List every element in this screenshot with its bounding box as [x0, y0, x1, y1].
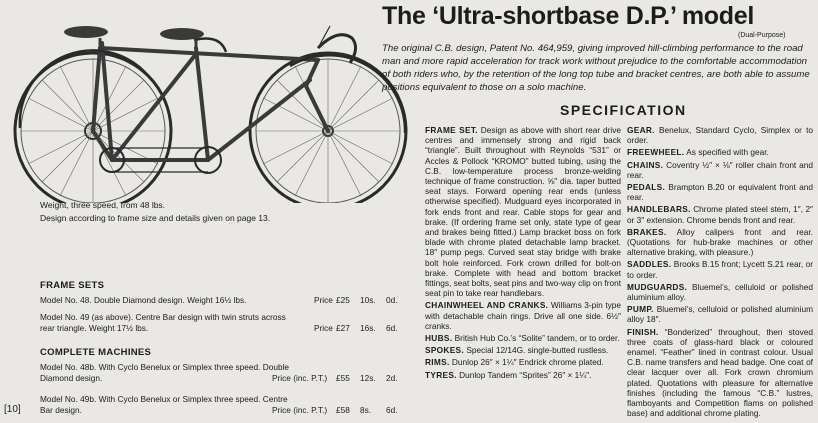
- price-pounds: £55: [336, 373, 350, 383]
- price-shillings: 16s.: [360, 323, 376, 333]
- spec-item: GEAR. Benelux, Standard Cyclo, Simplex or to order.: [627, 125, 813, 146]
- spec-item: MUDGUARDS. Bluemel’s, celluloid or polished aluminium alloy.: [627, 281, 813, 303]
- specification-heading: SPECIFICATION: [560, 102, 687, 118]
- complete-machines-heading: COMPLETE MACHINES: [40, 347, 152, 358]
- caption-weight: Weight, three speed, from 48 lbs.: [40, 200, 166, 210]
- spec-item: TYRES. Dunlop Tandem “Sprites” 26″ × 1¼″.: [425, 369, 592, 380]
- price-pounds: £58: [336, 405, 350, 415]
- spec-item: FINISH. “Bonderized” throughout, then stoved three coats of glass-hard black or coloured enamel. “Feather” lined in contrast colour. Usual C.B. name transfers and head badge. One coat of clear lacquer over all. Fork crown chromium plated. Quotations with pleasure for alternative finishes (including the famous “C.B.” lustres, flamboyants and Competition flams on polished base) and additional chrome plating.: [627, 326, 813, 419]
- price-row: Model No. 49b. With Cyclo Benelux or Simplex three speed. Centre Bar design.: [40, 394, 288, 415]
- price-shillings: 10s.: [360, 295, 376, 305]
- price-label: Price: [314, 295, 333, 305]
- page-number: [10]: [4, 404, 21, 415]
- tandem-bicycle-illustration: [0, 8, 420, 203]
- price-row: Model No. 48. Double Diamond design. Weight 16½ lbs.: [40, 295, 247, 305]
- spec-item: SADDLES. Brooks B.15 front; Lycett S.21 rear, or to order.: [627, 259, 813, 280]
- price-pence: 6d.: [386, 405, 398, 415]
- spec-column-right: [627, 125, 813, 420]
- page-title: The ‘Ultra-shortbase D.P.’ model: [382, 2, 754, 30]
- price-pence: 2d.: [386, 373, 398, 383]
- price-pence: 6d.: [386, 323, 398, 333]
- spec-item: BRAKES. Alloy calipers front and rear. (Quotations for hub-brake machines or other alternative braking, with pleasure.): [627, 226, 813, 258]
- frame-sets-heading: FRAME SETS: [40, 280, 105, 291]
- illustration-caption: [40, 200, 290, 226]
- intro-paragraph: The original C.B. design, Patent No. 464,959, giving improved hill-climbing performance to the road man and more rapid acceleration for track work without prejudice to the comfortable accommodation of both riders who, by the retention of the long top tube and bracket centres, are both able to assume positions equivalent to those on a solo machine.: [382, 43, 810, 93]
- spec-item: CHAINWHEEL AND CRANKS. Williams 3-pin type with detachable chain rings. Drive all one side. 6½″ cranks.: [425, 300, 621, 331]
- spec-item: PUMP. Bluemel’s, celluloid or polished aluminium alloy 18″.: [627, 304, 813, 325]
- price-label: Price (inc. P.T.): [272, 373, 328, 383]
- spec-item: HUBS. British Hub Co.’s “Solite” tandem, or to order.: [425, 333, 620, 344]
- price-shillings: 8s.: [360, 405, 372, 415]
- spec-item: FREEWHEEL. As specified with gear.: [627, 147, 769, 158]
- spec-column-left: [425, 125, 621, 382]
- spec-item: RIMS. Dunlop 26″ × 1¼″ Endrick chrome plated.: [425, 357, 604, 368]
- spec-item: SPOKES. Special 12/14G. single-butted rustless.: [425, 345, 609, 356]
- price-row: Model No. 48b. With Cyclo Benelux or Simplex three speed. Double Diamond design.: [40, 362, 290, 383]
- caption-design-note: Design according to frame size and details given on page 13.: [40, 213, 271, 223]
- price-pounds: £25: [336, 295, 350, 305]
- price-label: Price: [314, 323, 333, 333]
- spec-item: PEDALS. Brampton B.20 or equivalent front and rear.: [627, 182, 813, 203]
- price-row: Model No. 49 (as above). Centre Bar design with twin struts across rear triangle. Weight 17½ lbs.: [40, 312, 286, 333]
- spec-item: HANDLEBARS. Chrome plated steel stem, 1″, 2″ or 3″ extension. Chrome bends front and rear.: [627, 204, 813, 225]
- price-pounds: £27: [336, 323, 350, 333]
- spec-item: FRAME SET. Design as above with short rear drive centres and immensely strong and rigid back “triangle”. Built throughout with Reynolds “531” or Accles & Pollock “KROMO” butted tubing, using the C.B. low-temperature process bronze-welding technique of frame construction. ⅝″ dia. taper butted seat stays. Forward opening rear ends (unless otherwise specified). Mudguard eyes incorporated in fork ends front and rear. Cable stops for gear and brake. (If ordering frame set only, state type of gear and brakes being fitted.) Lamp bracket boss on fork blade with chrome plated detachable lamp bracket. 18″ pump pegs. Curved seat stay bridge with brake bolt hole reinforced. Fork crown drilled for bolt-on brake. Complete with head and bottom bracket fittings, seat bolts, seat pins and two-way clip on front seat pin to take rear handlebars.: [425, 125, 621, 299]
- price-shillings: 12s.: [360, 373, 376, 383]
- spec-item: CHAINS. Coventry ½″ × ⅛″ roller chain front and rear.: [627, 159, 813, 180]
- page-subtitle: (Dual-Purpose): [738, 32, 786, 39]
- price-label: Price (inc. P.T.): [272, 405, 328, 415]
- price-pence: 0d.: [386, 295, 398, 305]
